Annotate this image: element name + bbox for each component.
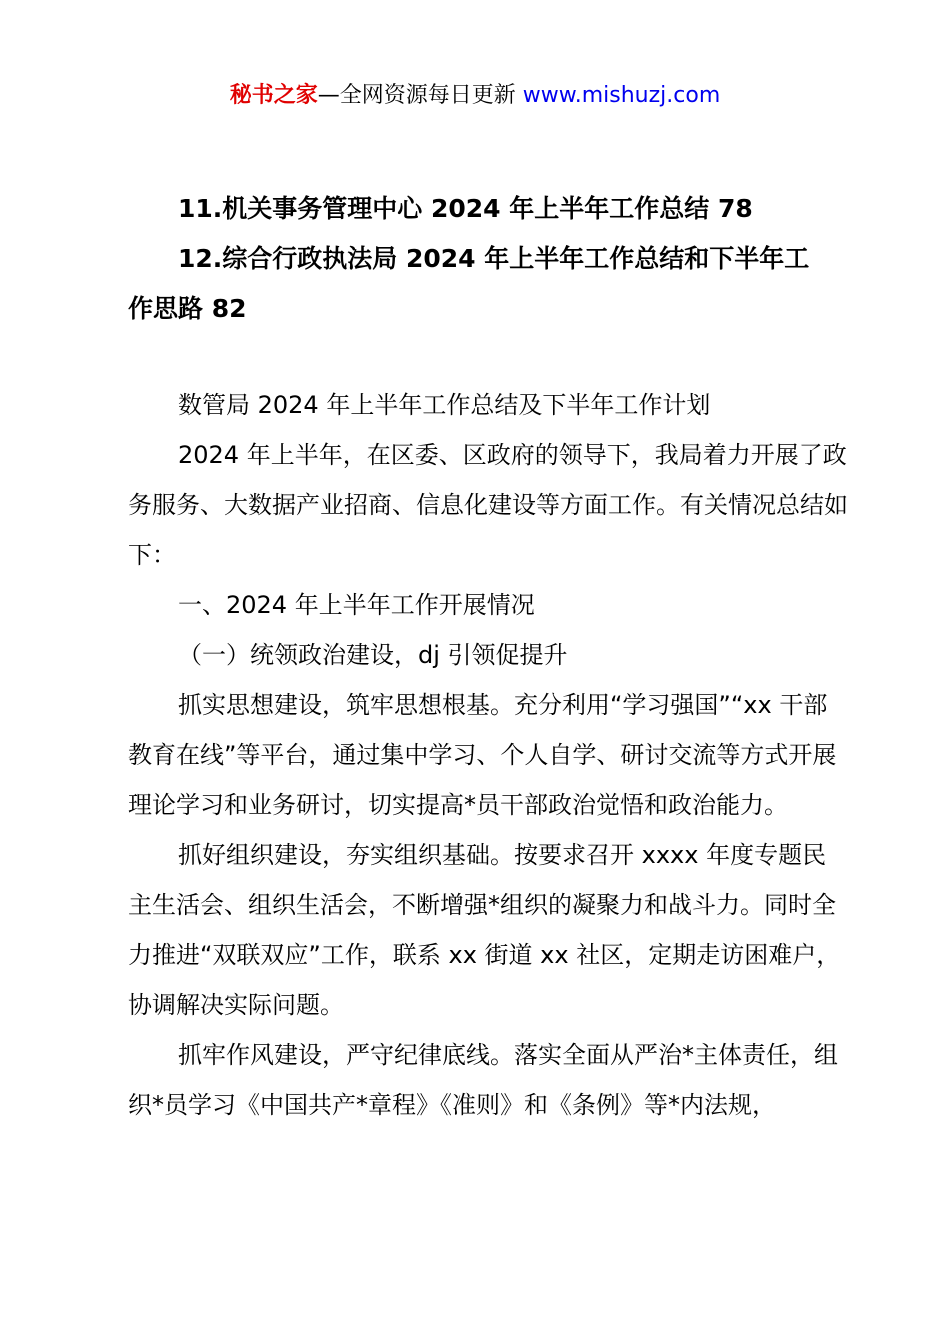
paragraph-organization-building: 抓好组织建设，夯实组织基础。按要求召开 xxxx 年度专题民主生活会、组织生活会，不断增强*组织的凝聚力和战斗力。同时全力推进“双联双应”工作，联系 xx 街道 xx 社区，定期走访困难户，协调解决实际问题。 [128,841,841,1019]
section-heading-1: 一、2024 年上半年工作开展情况 [178,591,535,619]
site-slogan: —全网资源每日更新 [317,83,516,108]
document-body [128,380,848,1130]
site-header [0,80,950,112]
paragraph-intro: 2024 年上半年，在区委、区政府的领导下，我局着力开展了政务服务、大数据产业招商、信息化建设等方面工作。有关情况总结如下： [128,441,848,569]
document-title: 数管局 2024 年上半年工作总结及下半年工作计划 [178,391,711,419]
site-brand: 秘书之家 [229,83,318,108]
paragraph-thought-building: 抓实思想建设，筑牢思想根基。充分利用“学习强国”“xx 干部教育在线”等平台，通过集中学习、个人自学、研讨交流等方式开展理论学习和业务研讨，切实提高*员干部政治觉悟和政治能力。 [128,691,837,819]
paragraph-style-building: 抓牢作风建设，严守纪律底线。落实全面从严治*主体责任，组织*员学习《中国共产*章程》《准则》和《条例》等*内法规， [128,1041,838,1119]
site-url-link[interactable]: www.mishuzj.com [522,83,721,108]
toc-item-12-line2[interactable]: 作思路 82 [128,294,247,323]
subsection-heading-1: （一）统领政治建设，dj 引领促提升 [178,641,568,669]
table-of-contents [128,184,848,334]
toc-item-11[interactable]: 11.机关事务管理中心 2024 年上半年工作总结 78 [178,194,753,223]
toc-item-12-line1[interactable]: 12.综合行政执法局 2024 年上半年工作总结和下半年工 [178,244,810,273]
